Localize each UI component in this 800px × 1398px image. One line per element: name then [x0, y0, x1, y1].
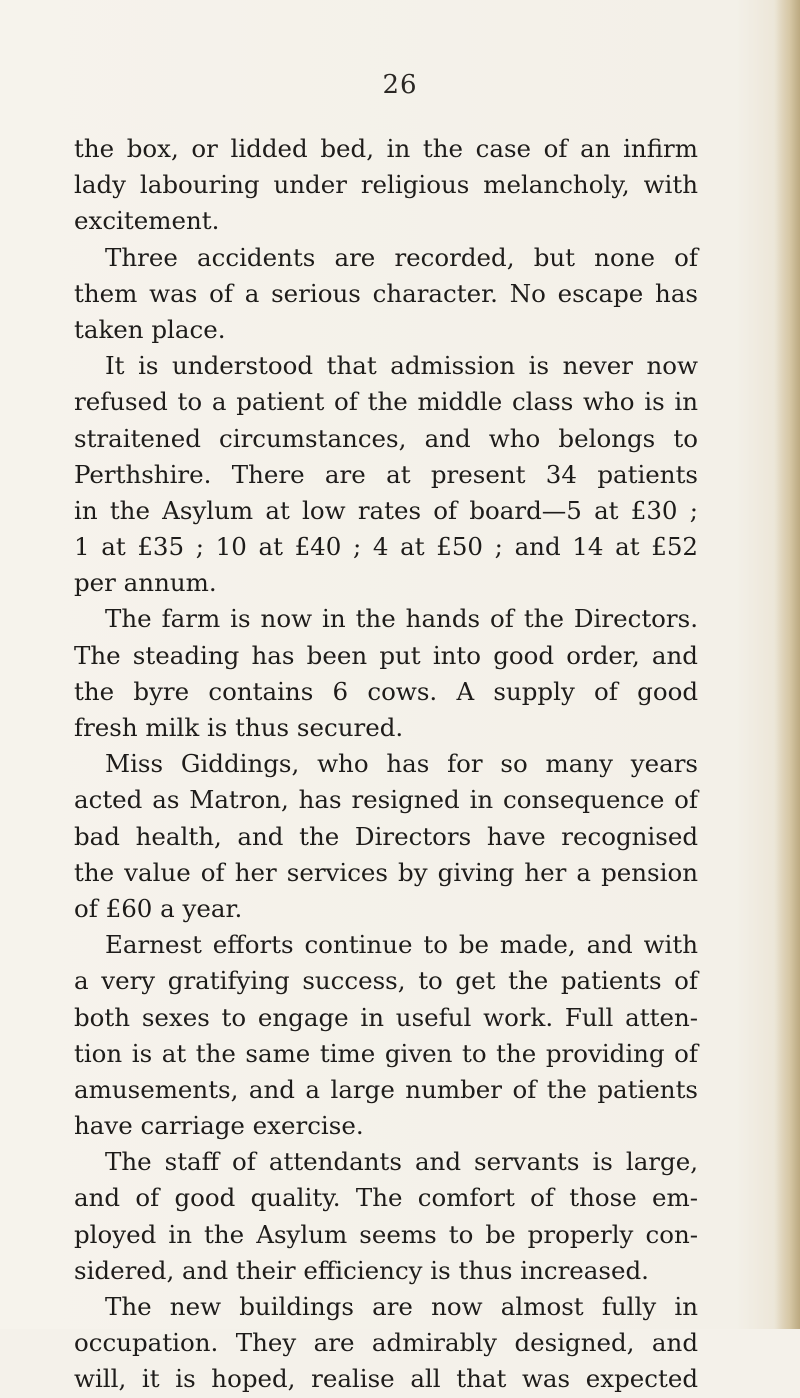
text-line: The steading has been put into good order, and: [74, 640, 698, 670]
text-line: sidered, and their efficiency is thus increased.: [74, 1255, 649, 1285]
text-line: straitened circumstances, and who belongs to: [74, 423, 698, 453]
text-line: Three accidents are recorded, but none of: [105, 242, 698, 272]
text-line: amusements, and a large number of the patients: [74, 1074, 698, 1104]
text-line: per annum.: [74, 568, 217, 598]
text-line: the value of her services by giving her a pension: [74, 857, 698, 887]
text-line: The new buildings are now almost fully in: [105, 1292, 698, 1321]
text-line: both sexes to engage in useful work. Full atten-: [74, 1002, 698, 1032]
text-line: fresh milk is thus secured.: [74, 713, 404, 742]
text-line: The staff of attendants and servants is large,: [105, 1147, 698, 1177]
text-line: taken place.: [74, 314, 226, 344]
text-line: Perthshire. There are at present 34 patients: [74, 459, 698, 489]
text-line: in the Asylum at low rates of board—5 at £30 ;: [74, 495, 698, 525]
body-text: [74, 131, 698, 1398]
text-line: Miss Giddings, who has for so many years: [105, 749, 698, 779]
text-line: occupation. They are admirably designed, and: [74, 1328, 698, 1358]
text-line: of £60 a year.: [74, 893, 243, 923]
text-line: acted as Matron, has resigned in consequence of: [74, 785, 698, 815]
text-line: will, it is hoped, realise all that was expected: [74, 1364, 698, 1394]
text-line: a very gratifying success, to get the patients of: [74, 966, 698, 996]
text-line: tion is at the same time given to the providing of: [74, 1038, 698, 1068]
text-line: 1 at £35 ; 10 at £40 ; 4 at £50 ; and 14 at £52: [74, 532, 698, 562]
text-line: the box, or lidded bed, in the case of an infirm: [74, 134, 698, 163]
text-line: bad health, and the Directors have recognised: [74, 821, 698, 851]
text-line: excitement.: [74, 206, 220, 236]
text-line: refused to a patient of the middle class who is in: [74, 387, 698, 417]
page-number: 26: [382, 70, 418, 100]
text-line: them was of a serious character. No escape has: [74, 278, 698, 308]
text-line: The farm is now in the hands of the Directors.: [105, 604, 698, 634]
text-line: and of good quality. The comfort of those em-: [74, 1183, 698, 1213]
text-line: ployed in the Asylum seems to be properly con-: [74, 1219, 698, 1249]
text-line: It is understood that admission is never now: [105, 351, 698, 381]
text-line: the byre contains 6 cows. A supply of good: [74, 676, 698, 706]
text-line: lady labouring under religious melancholy, with: [74, 170, 698, 200]
page-edge-stain: [774, 0, 800, 1329]
text-line: Earnest efforts continue to be made, and with: [105, 930, 698, 960]
text-line: have carriage exercise.: [74, 1111, 364, 1141]
